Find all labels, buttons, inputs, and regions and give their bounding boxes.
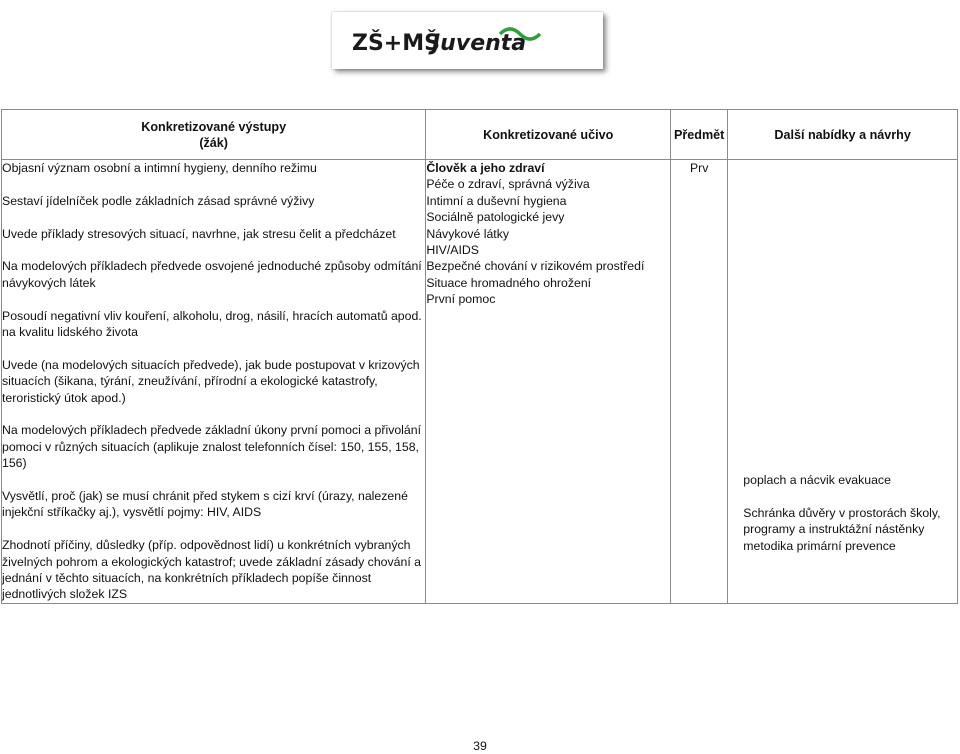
output-item: Uvede (na modelových situacích předvede), jak bude postupovat v krizových situacích (šikana, týrání, zneužívání, přírodní a ekologické katastrofy, teroristický útok apod.) — [2, 357, 420, 405]
output-item: Uvede příklady stresových situací, navrhne, jak stresu čelit a předcházet — [2, 226, 396, 241]
curriculum-item: Péče o zdraví, správná výživa — [426, 177, 590, 192]
curriculum-item: Bezpečné chování v rizikovém prostředí — [426, 259, 645, 274]
curriculum-item: Intimní a duševní hygiena — [426, 193, 567, 208]
juventa-logo-mark — [332, 12, 603, 69]
curriculum-item: Návykové látky — [426, 226, 510, 241]
school-logo — [332, 12, 603, 69]
output-item: Na modelových příkladech předvede základní úkony první pomoci a přivolání pomoci v různých situacích (aplikuje znalost telefonních čísel: 150, 155, 158, 156) — [2, 423, 422, 471]
logo-text-left: ZŠ+MŠ — [352, 31, 440, 56]
output-item: Objasní význam osobní a intimní hygieny, denního režimu — [2, 161, 317, 175]
output-item: Zhodnotí příčiny, důsledky (příp. odpovědnost lidí) u konkrétních vybraných živelných pohrom a ekologických katastrof; uvede základní zásady chování a jednání v těchto situacích, na konkrétních příkladech popíše činnost jednotlivých složek IZS — [2, 538, 422, 602]
page-number: 39 — [473, 739, 487, 753]
curriculum-cell — [426, 160, 671, 604]
curriculum-item: Situace hromadného ohrožení — [426, 275, 592, 290]
output-item: Posoudí negativní vliv kouření, alkoholu, drog, násilí, hracích automatů apod. na kvalitu lidského života — [2, 308, 422, 339]
curriculum-table — [1, 109, 958, 604]
other-item: Schránka důvěry v prostorách školy, programy a instruktážní nástěnky metodika primární prevence — [743, 506, 941, 553]
subject-cell: Prv — [671, 160, 728, 604]
curriculum-item: Sociálně patologické jevy — [426, 210, 565, 225]
table-row — [2, 160, 958, 604]
header-outputs: Konkretizované výstupy (žák) — [2, 110, 426, 160]
output-item: Sestaví jídelníček podle základních zásad správné výživy — [2, 193, 315, 208]
output-item: Na modelových příkladech předvede osvojené jednoduché způsoby odmítání návykových látek — [2, 259, 422, 290]
other-cell — [728, 160, 958, 604]
outputs-cell — [2, 160, 426, 604]
header-subject: Předmět — [671, 110, 728, 160]
curriculum-item: První pomoc — [426, 292, 496, 307]
other-item: poplach a nácvik evakuace — [743, 473, 891, 487]
output-item: Vysvětlí, proč (jak) se musí chránit před stykem s cizí krví (úrazy, nalezené injekční stříkačky aj.), vysvětlí pojmy: HIV, AIDS — [2, 489, 408, 520]
logo-text-right: Juventa — [432, 31, 527, 56]
curriculum-heading: Člověk a jeho zdraví — [426, 161, 545, 175]
table-header-row — [2, 110, 958, 160]
header-curriculum: Konkretizované učivo — [426, 110, 671, 160]
curriculum-item: HIV/AIDS — [426, 243, 479, 258]
header-other: Další nabídky a návrhy — [728, 110, 958, 160]
